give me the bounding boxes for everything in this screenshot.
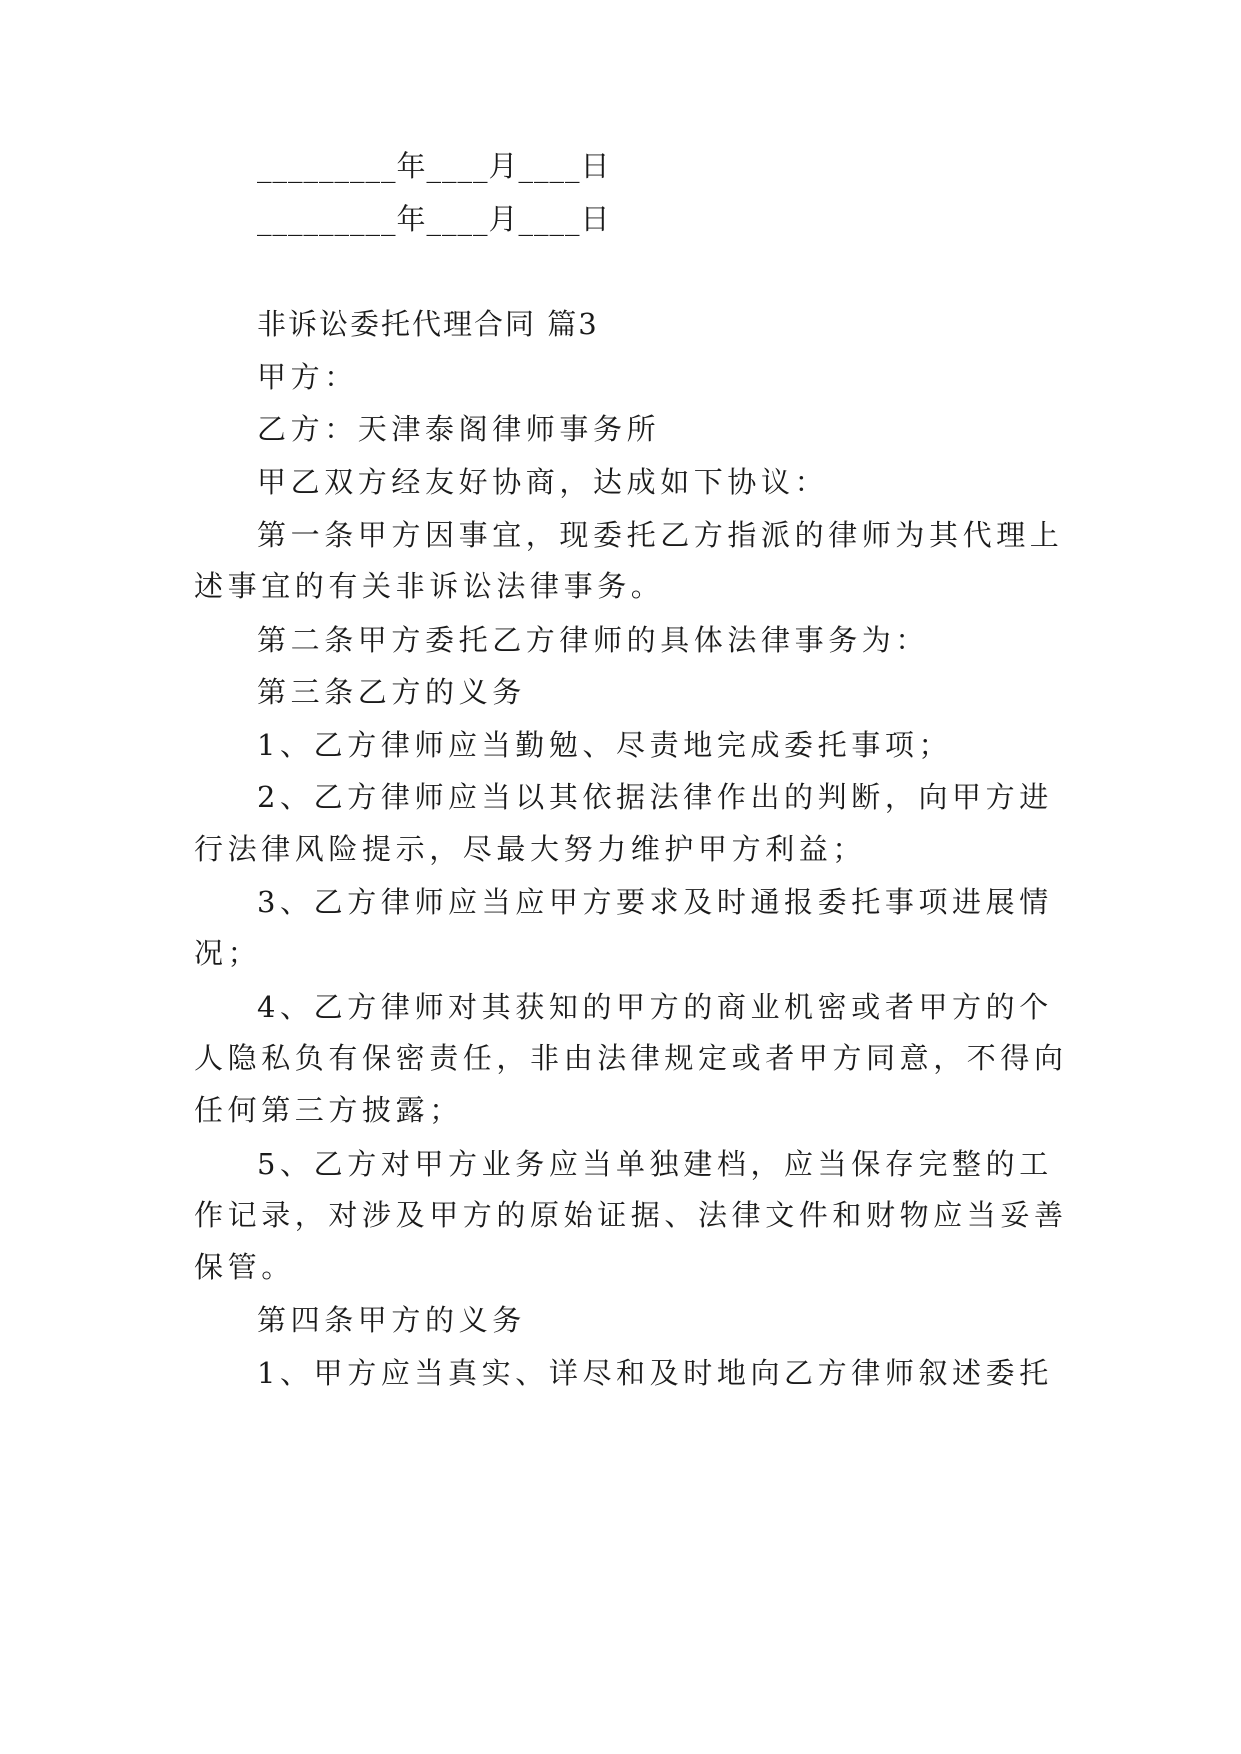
article-3-item-5-line-1: 5、乙方对甲方业务应当单独建档，应当保存完整的工 — [257, 1147, 1053, 1181]
article-3-title: 第三条乙方的义务 — [257, 675, 526, 709]
article-3-item-4-line-2: 人隐私负有保密责任，非由法律规定或者甲方同意，不得向 — [194, 1041, 1068, 1075]
date-line-2: _________年____月____日 — [257, 202, 611, 236]
section-heading: 非诉讼委托代理合同 篇3 — [257, 307, 599, 341]
article-4-title: 第四条甲方的义务 — [257, 1303, 526, 1337]
article-3-item-4-line-3: 任何第三方披露； — [194, 1093, 463, 1127]
preamble: 甲乙双方经友好协商，达成如下协议： — [257, 465, 829, 499]
article-3-item-2-line-1: 2、乙方律师应当以其依据法律作出的判断，向甲方进 — [257, 780, 1053, 814]
article-1-line-1: 第一条甲方因事宜，现委托乙方指派的律师为其代理上 — [257, 518, 1064, 552]
article-3-item-5-line-3: 保管。 — [194, 1250, 295, 1284]
article-3-item-3-line-1: 3、乙方律师应当应甲方要求及时通报委托事项进展情 — [257, 885, 1053, 919]
article-3-item-1: 1、乙方律师应当勤勉、尽责地完成委托事项； — [257, 728, 953, 762]
party-a-line: 甲方： — [257, 360, 358, 394]
article-4-item-1-line-1: 1、甲方应当真实、详尽和及时地向乙方律师叙述委托 — [257, 1356, 1053, 1390]
article-3-item-5-line-2: 作记录，对涉及甲方的原始证据、法律文件和财物应当妥善 — [194, 1198, 1068, 1232]
article-3-item-3-line-2: 况； — [194, 936, 262, 970]
article-3-item-2-line-2: 行法律风险提示，尽最大努力维护甲方利益； — [194, 832, 867, 866]
date-line-1: _________年____月____日 — [257, 149, 611, 183]
article-1-line-2: 述事宜的有关非诉讼法律事务。 — [194, 569, 665, 603]
party-b-line: 乙方：天津泰阁律师事务所 — [257, 412, 661, 446]
article-3-item-4-line-1: 4、乙方律师对其获知的甲方的商业机密或者甲方的个 — [257, 990, 1053, 1024]
article-2: 第二条甲方委托乙方律师的具体法律事务为： — [257, 623, 930, 657]
